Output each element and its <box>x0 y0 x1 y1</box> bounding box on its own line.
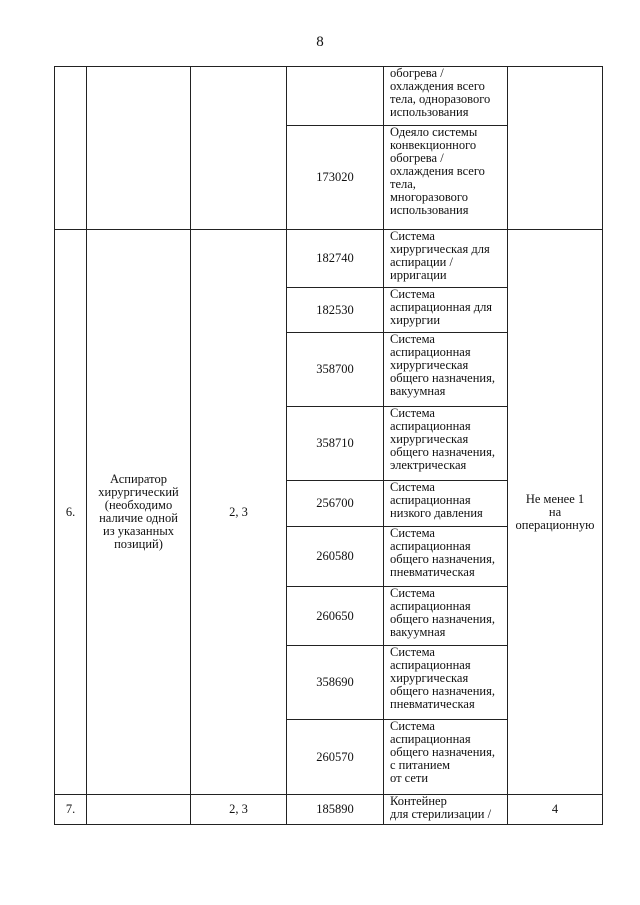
code-cell: 182740 <box>287 230 384 288</box>
page-number: 8 <box>316 34 324 50</box>
code-cell: 260570 <box>287 720 384 795</box>
item-name-cell: Система аспирационная хирургическая общего назначения, вакуумная <box>384 333 508 407</box>
item-name-cell: Система аспирационная хирургическая общего назначения, пневматическая <box>384 646 508 720</box>
table-row <box>55 67 603 126</box>
class-cell: 2, 3 <box>191 230 287 795</box>
code-cell: 182530 <box>287 288 384 333</box>
device-type-cell: Аспиратор хирургический (необходимо наличие одной из указанных позиций) <box>87 230 191 795</box>
class-cell <box>191 67 287 230</box>
code-cell: 358690 <box>287 646 384 720</box>
code-cell: 260580 <box>287 527 384 587</box>
item-name-cell: Система аспирационная общего назначения, с питанием от сети <box>384 720 508 795</box>
code-cell: 260650 <box>287 587 384 646</box>
code-cell: 256700 <box>287 481 384 527</box>
device-type-cell <box>87 67 191 230</box>
item-name-cell: Система аспирационная для хирургии <box>384 288 508 333</box>
code-cell: 358710 <box>287 407 384 481</box>
item-name-cell: Система аспирационная хирургическая общего назначения, электрическая <box>384 407 508 481</box>
item-name-cell: обогрева / охлаждения всего тела, одноразового использования <box>384 67 508 126</box>
table-row <box>55 795 603 825</box>
code-cell: 185890 <box>287 795 384 825</box>
item-name-cell: Одеяло системы конвекционного обогрева / охлаждения всего тела, многоразового использования <box>384 126 508 230</box>
quantity-cell: Не менее 1 на операционную <box>508 230 603 795</box>
table-row <box>55 230 603 288</box>
code-cell: 173020 <box>287 126 384 230</box>
item-name-cell: Система аспирационная общего назначения, пневматическая <box>384 527 508 587</box>
code-cell: 358700 <box>287 333 384 407</box>
row-number-cell: 6. <box>55 230 87 795</box>
device-type-cell <box>87 795 191 825</box>
item-name-cell: Система аспирационная низкого давления <box>384 481 508 527</box>
item-name-cell: Система аспирационная общего назначения, вакуумная <box>384 587 508 646</box>
equipment-table <box>54 66 602 825</box>
row-number-cell <box>55 67 87 230</box>
item-name-cell: Контейнер для стерилизации / <box>384 795 508 825</box>
quantity-cell <box>508 67 603 230</box>
class-cell: 2, 3 <box>191 795 287 825</box>
row-number-cell: 7. <box>55 795 87 825</box>
code-cell <box>287 67 384 126</box>
quantity-cell: 4 <box>508 795 603 825</box>
item-name-cell: Система хирургическая для аспирации / ирригации <box>384 230 508 288</box>
